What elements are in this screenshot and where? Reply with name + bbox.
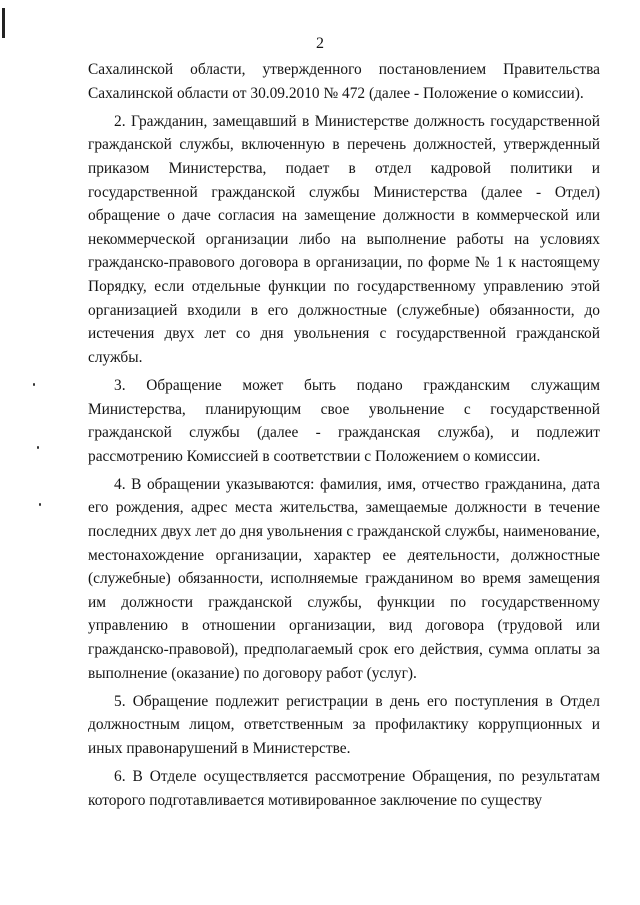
page-number: 2 <box>316 35 324 52</box>
body-text <box>88 58 600 812</box>
scan-speck <box>37 446 39 449</box>
scan-speck <box>33 383 35 386</box>
paragraph-item-4: 4. В обращении указываются: фамилия, имя, отчество гражданина, дата его рождения, адрес места жительства, замещаемые должности в течение последних двух лет до дня увольнения с гражданской службы, наименование, местонахождение организации, характер ее деятельности, должностные (служебные) обязанности, исполняемые гражданином во время замещения им должности гражданской службы, функции по государственному управлению в отношении организации, вид договора (трудовой или гражданско-правовой), предполагаемый срок его действия, сумма оплаты за выполнение (оказание) по договору работ (услуг). <box>88 475 600 682</box>
paragraph-item-2: 2. Гражданин, замещавший в Министерстве должность государственной гражданской службы, включенную в перечень должностей, утвержденный приказом Министерства, подает в отдел кадровой политики и государственной гражданской службы Министерства (далее - Отдел) обращение о даче согласия на замещение должности в коммерческой или некоммерческой организации либо на выполнение работы на условиях гражданско-правового договора в организации, по форме № 1 к настоящему Порядку, если отдельные функции по государственному управлению этой организацией входили в его должностные (служебные) обязанности, до истечения двух лет со дня увольнения с государственной гражданской службы. <box>88 112 600 366</box>
scan-speck <box>39 503 41 506</box>
paragraph-continuation: Сахалинской области, утвержденного постановлением Правительства Сахалинской области от 30.09.2010 № 472 (далее - Положение о комиссии). <box>88 61 600 102</box>
paragraph-item-6: 6. В Отделе осуществляется рассмотрение Обращения, по результатам которого подготавливается мотивированное заключение по существу <box>88 768 600 809</box>
paragraph-item-3: 3. Обращение может быть подано гражданским служащим Министерства, планирующим свое увольнение с государственной гражданской службы (далее - гражданская служба), и подлежит рассмотрению Комиссией в соответствии с Положением о комиссии. <box>88 376 600 465</box>
paragraph-item-5: 5. Обращение подлежит регистрации в день его поступления в Отдел должностным лицом, ответственным за профилактику коррупционных и иных правонарушений в Министерстве. <box>88 692 600 757</box>
